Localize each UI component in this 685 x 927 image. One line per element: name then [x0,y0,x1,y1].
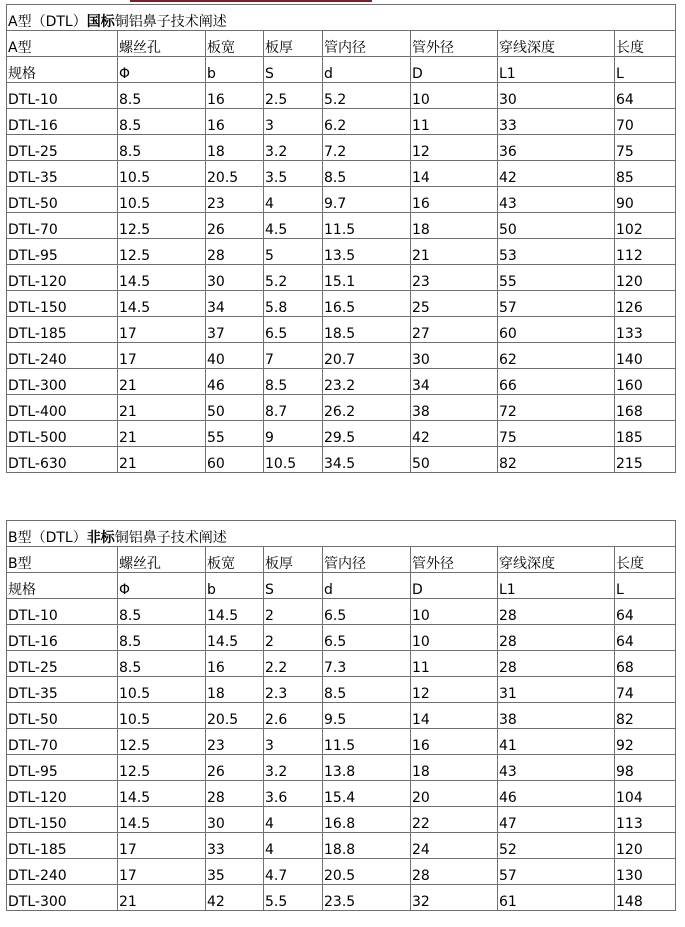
table-cell: 30 [411,343,498,369]
symbol-cell: 规格 [7,57,118,83]
table-cell: 42 [411,421,498,447]
table-row [7,859,676,885]
table-row [7,135,676,161]
spec-table-a-body [7,5,676,473]
table-row [7,447,676,473]
table-cell: 98 [615,755,676,781]
table-row [7,703,676,729]
table-cell: 11 [411,109,498,135]
table-cell: DTL-240 [7,343,118,369]
table-cell: 52 [498,833,615,859]
header-cell: 穿线深度 [498,31,615,57]
table-cell: 57 [498,291,615,317]
table-cell: 18 [411,755,498,781]
table-cell: DTL-16 [7,625,118,651]
symbol-cell: b [206,573,264,599]
table-cell: 64 [615,625,676,651]
table-cell: 14 [411,161,498,187]
table-row [7,83,676,109]
table-cell: 23.5 [323,885,411,911]
table-cell: 8.7 [264,395,323,421]
table-cell: 2 [264,599,323,625]
symbol-cell: d [323,573,411,599]
table-cell: DTL-300 [7,885,118,911]
table-cell: 26 [206,213,264,239]
table-cell: 4.7 [264,859,323,885]
table-cell: 10 [411,83,498,109]
table-cell: 46 [498,781,615,807]
table-cell: 85 [615,161,676,187]
table-cell: 75 [615,135,676,161]
table-cell: 126 [615,291,676,317]
header-cell: 螺丝孔 [118,31,206,57]
table-cell: 18 [411,213,498,239]
table-cell: 53 [498,239,615,265]
table-cell: 3.5 [264,161,323,187]
table-cell: 43 [498,755,615,781]
table-cell: 17 [118,859,206,885]
table-cell: DTL-240 [7,859,118,885]
table-title [7,521,676,547]
table-cell: 8.5 [264,369,323,395]
table-title-standard: 国标 [86,14,115,30]
table-cell: DTL-185 [7,317,118,343]
table-cell: 82 [498,447,615,473]
table-cell: 8.5 [118,651,206,677]
table-cell: 8.5 [323,161,411,187]
table-cell: 11.5 [323,213,411,239]
header-row [7,547,676,573]
table-cell: DTL-300 [7,369,118,395]
table-cell: 43 [498,187,615,213]
header-row [7,31,676,57]
table-cell: 16 [206,83,264,109]
table-row [7,343,676,369]
table-cell: 60 [206,447,264,473]
table-cell: 14.5 [118,807,206,833]
table-cell: 17 [118,343,206,369]
table-cell: 16 [411,729,498,755]
header-cell: B型 [7,547,118,573]
symbol-cell: d [323,57,411,83]
table-cell: 9.7 [323,187,411,213]
header-cell: 管外径 [411,547,498,573]
table-cell: 6.2 [323,109,411,135]
table-cell: 2.3 [264,677,323,703]
table-cell: 21 [118,421,206,447]
table-cell: 61 [498,885,615,911]
table-cell: 82 [615,703,676,729]
table-cell: 140 [615,343,676,369]
table-cell: 10.5 [118,703,206,729]
table-cell: 34.5 [323,447,411,473]
table-cell: 18 [206,677,264,703]
table-cell: 40 [206,343,264,369]
symbol-cell: S [264,573,323,599]
table-cell: DTL-95 [7,239,118,265]
symbol-cell: S [264,57,323,83]
table-cell: 14.5 [206,625,264,651]
table-cell: 18.8 [323,833,411,859]
table-cell: DTL-150 [7,807,118,833]
table-cell: 41 [498,729,615,755]
table-cell: 35 [206,859,264,885]
symbol-cell: L1 [498,57,615,83]
table-cell: 102 [615,213,676,239]
table-cell: DTL-70 [7,729,118,755]
header-cell: 穿线深度 [498,547,615,573]
table-cell: DTL-35 [7,161,118,187]
table-cell: 21 [118,885,206,911]
table-cell: 46 [206,369,264,395]
table-cell: 74 [615,677,676,703]
table-cell: 24 [411,833,498,859]
table-cell: 72 [498,395,615,421]
table-cell: 2.5 [264,83,323,109]
table-cell: 28 [206,239,264,265]
table-cell: DTL-10 [7,599,118,625]
table-cell: 7.3 [323,651,411,677]
table-cell: 5.2 [264,265,323,291]
table-cell: 8.5 [323,677,411,703]
table-cell: 20 [411,781,498,807]
table-cell: 16 [206,651,264,677]
table-cell: 10.5 [118,161,206,187]
table-cell: 6.5 [323,599,411,625]
table-title-row [7,521,676,547]
table-row [7,651,676,677]
table-cell: 3.2 [264,755,323,781]
table-row [7,317,676,343]
table-row [7,677,676,703]
symbol-cell: L [615,57,676,83]
table-cell: 15.1 [323,265,411,291]
table-cell: 14.5 [118,265,206,291]
table-cell: 17 [118,317,206,343]
table-cell: DTL-500 [7,421,118,447]
table-cell: 2 [264,625,323,651]
table-row [7,369,676,395]
table-cell: 50 [206,395,264,421]
table-cell: 10.5 [118,677,206,703]
table-cell: DTL-16 [7,109,118,135]
table-row [7,625,676,651]
table-row [7,265,676,291]
table-cell: 31 [498,677,615,703]
table-cell: 34 [411,369,498,395]
table-row [7,421,676,447]
table-cell: 16 [206,109,264,135]
table-cell: 92 [615,729,676,755]
table-row [7,109,676,135]
spec-table-a [6,4,676,473]
symbol-cell: Φ [118,57,206,83]
spec-table-b-body [7,521,676,911]
table-cell: 112 [615,239,676,265]
table-cell: 55 [498,265,615,291]
table-cell: 10.5 [118,187,206,213]
table-cell: 38 [498,703,615,729]
table-cell: 50 [498,213,615,239]
table-cell: 38 [411,395,498,421]
table-cell: 113 [615,807,676,833]
table-cell: 20.5 [323,859,411,885]
table-cell: 28 [411,859,498,885]
table-cell: 8.5 [118,135,206,161]
table-row [7,599,676,625]
table-cell: DTL-70 [7,213,118,239]
table-cell: 20.5 [206,703,264,729]
table-cell: 5.5 [264,885,323,911]
table-cell: 16.8 [323,807,411,833]
table-cell: DTL-630 [7,447,118,473]
table-cell: 16.5 [323,291,411,317]
header-cell: 板宽 [206,31,264,57]
table-cell: 21 [118,369,206,395]
table-cell: 2.2 [264,651,323,677]
table-cell: 10.5 [264,447,323,473]
table-cell: 215 [615,447,676,473]
table-title-prefix: A型（DTL） [8,14,87,30]
table-cell: 22 [411,807,498,833]
table-cell: 23.2 [323,369,411,395]
table-cell: 130 [615,859,676,885]
table-cell: 26 [206,755,264,781]
table-cell: 47 [498,807,615,833]
table-title-suffix: 铜铝鼻子技术阐述 [114,14,227,30]
table-title-standard: 非标 [86,530,115,546]
table-cell: 4 [264,187,323,213]
table-cell: 12 [411,135,498,161]
table-cell: 3.6 [264,781,323,807]
table-cell: 42 [206,885,264,911]
table-cell: 5 [264,239,323,265]
table-cell: DTL-35 [7,677,118,703]
table-row [7,833,676,859]
table-cell: 23 [206,187,264,213]
table-row [7,729,676,755]
table-cell: 6.5 [323,625,411,651]
table-cell: 13.5 [323,239,411,265]
table-cell: 6.5 [264,317,323,343]
table-cell: 8.5 [118,625,206,651]
table-row [7,395,676,421]
table-cell: 12.5 [118,213,206,239]
table-cell: 28 [498,625,615,651]
symbol-cell: L1 [498,573,615,599]
header-cell: 板宽 [206,547,264,573]
table-cell: 15.4 [323,781,411,807]
header-cell: 长度 [615,547,676,573]
table-cell: 14 [411,703,498,729]
table-cell: DTL-185 [7,833,118,859]
table-cell: DTL-10 [7,83,118,109]
table-cell: 12.5 [118,755,206,781]
table-cell: 3 [264,109,323,135]
table-cell: 23 [411,265,498,291]
table-cell: 12.5 [118,239,206,265]
table-cell: 120 [615,265,676,291]
header-cell: A型 [7,31,118,57]
header-cell: 管内径 [323,547,411,573]
table-cell: 2.6 [264,703,323,729]
table-cell: 75 [498,421,615,447]
symbol-cell: D [411,57,498,83]
table-row [7,291,676,317]
symbol-cell: Φ [118,573,206,599]
table-cell: 68 [615,651,676,677]
table-cell: 55 [206,421,264,447]
table-row [7,885,676,911]
table-cell: 133 [615,317,676,343]
table-cell: 21 [411,239,498,265]
table-cell: DTL-400 [7,395,118,421]
table-cell: DTL-95 [7,755,118,781]
header-cell: 螺丝孔 [118,547,206,573]
table-cell: DTL-25 [7,651,118,677]
table-cell: 21 [118,395,206,421]
table-cell: 12 [411,677,498,703]
table-cell: 36 [498,135,615,161]
symbol-cell: L [615,573,676,599]
table-cell: 7.2 [323,135,411,161]
table-cell: 17 [118,833,206,859]
table-cell: DTL-120 [7,781,118,807]
table-title-row [7,5,676,31]
table-cell: DTL-50 [7,187,118,213]
table-title-suffix: 铜铝鼻子技术阐述 [114,530,227,546]
header-cell: 管外径 [411,31,498,57]
table-cell: 8.5 [118,83,206,109]
table-cell: 23 [206,729,264,755]
table-cell: 3 [264,729,323,755]
table-cell: DTL-150 [7,291,118,317]
table-cell: 11.5 [323,729,411,755]
top-accent-line [130,0,372,2]
table-cell: 30 [206,265,264,291]
table-cell: 14.5 [118,781,206,807]
table-cell: 28 [498,651,615,677]
table-cell: 27 [411,317,498,343]
table-cell: 70 [615,109,676,135]
symbol-row [7,57,676,83]
header-cell: 长度 [615,31,676,57]
table-cell: 64 [615,599,676,625]
table-cell: DTL-50 [7,703,118,729]
table-cell: 7 [264,343,323,369]
header-cell: 板厚 [264,547,323,573]
table-cell: 4 [264,807,323,833]
table-cell: 4 [264,833,323,859]
table-cell: 42 [498,161,615,187]
table-cell: 13.8 [323,755,411,781]
symbol-row [7,573,676,599]
spec-table-b [6,520,676,911]
table-cell: 28 [206,781,264,807]
table-cell: 62 [498,343,615,369]
table-cell: 14.5 [206,599,264,625]
table-row [7,807,676,833]
table-cell: 11 [411,651,498,677]
table-cell: DTL-25 [7,135,118,161]
table-cell: 28 [498,599,615,625]
table-row [7,213,676,239]
table-cell: 66 [498,369,615,395]
symbol-cell: D [411,573,498,599]
table-cell: 64 [615,83,676,109]
table-cell: 8.5 [118,599,206,625]
table-cell: 20.5 [206,161,264,187]
table-cell: 20.7 [323,343,411,369]
table-cell: 30 [206,807,264,833]
table-title-prefix: B型（DTL） [8,530,87,546]
table-cell: 60 [498,317,615,343]
table-cell: 25 [411,291,498,317]
table-cell: 148 [615,885,676,911]
table-cell: 30 [498,83,615,109]
table-cell: 104 [615,781,676,807]
table-row [7,161,676,187]
symbol-cell: b [206,57,264,83]
table-cell: 16 [411,187,498,213]
table-cell: 33 [498,109,615,135]
table-cell: 32 [411,885,498,911]
table-cell: 185 [615,421,676,447]
table-cell: 18.5 [323,317,411,343]
table-cell: 120 [615,833,676,859]
table-cell: 8.5 [118,109,206,135]
table-cell: 29.5 [323,421,411,447]
table-cell: 21 [118,447,206,473]
table-cell: 5.8 [264,291,323,317]
table-row [7,781,676,807]
symbol-cell: 规格 [7,573,118,599]
table-cell: 10 [411,599,498,625]
table-cell: 26.2 [323,395,411,421]
table-cell: 37 [206,317,264,343]
header-cell: 管内径 [323,31,411,57]
table-cell: 168 [615,395,676,421]
table-row [7,187,676,213]
table-cell: 14.5 [118,291,206,317]
table-cell: 34 [206,291,264,317]
table-cell: 160 [615,369,676,395]
table-cell: 57 [498,859,615,885]
header-cell: 板厚 [264,31,323,57]
table-row [7,239,676,265]
table-cell: 33 [206,833,264,859]
table-cell: 90 [615,187,676,213]
table-cell: 12.5 [118,729,206,755]
table-cell: 5.2 [323,83,411,109]
table-cell: DTL-120 [7,265,118,291]
table-cell: 50 [411,447,498,473]
table-row [7,755,676,781]
table-cell: 18 [206,135,264,161]
table-cell: 9 [264,421,323,447]
table-cell: 4.5 [264,213,323,239]
table-cell: 9.5 [323,703,411,729]
table-cell: 3.2 [264,135,323,161]
table-title [7,5,676,31]
table-cell: 10 [411,625,498,651]
